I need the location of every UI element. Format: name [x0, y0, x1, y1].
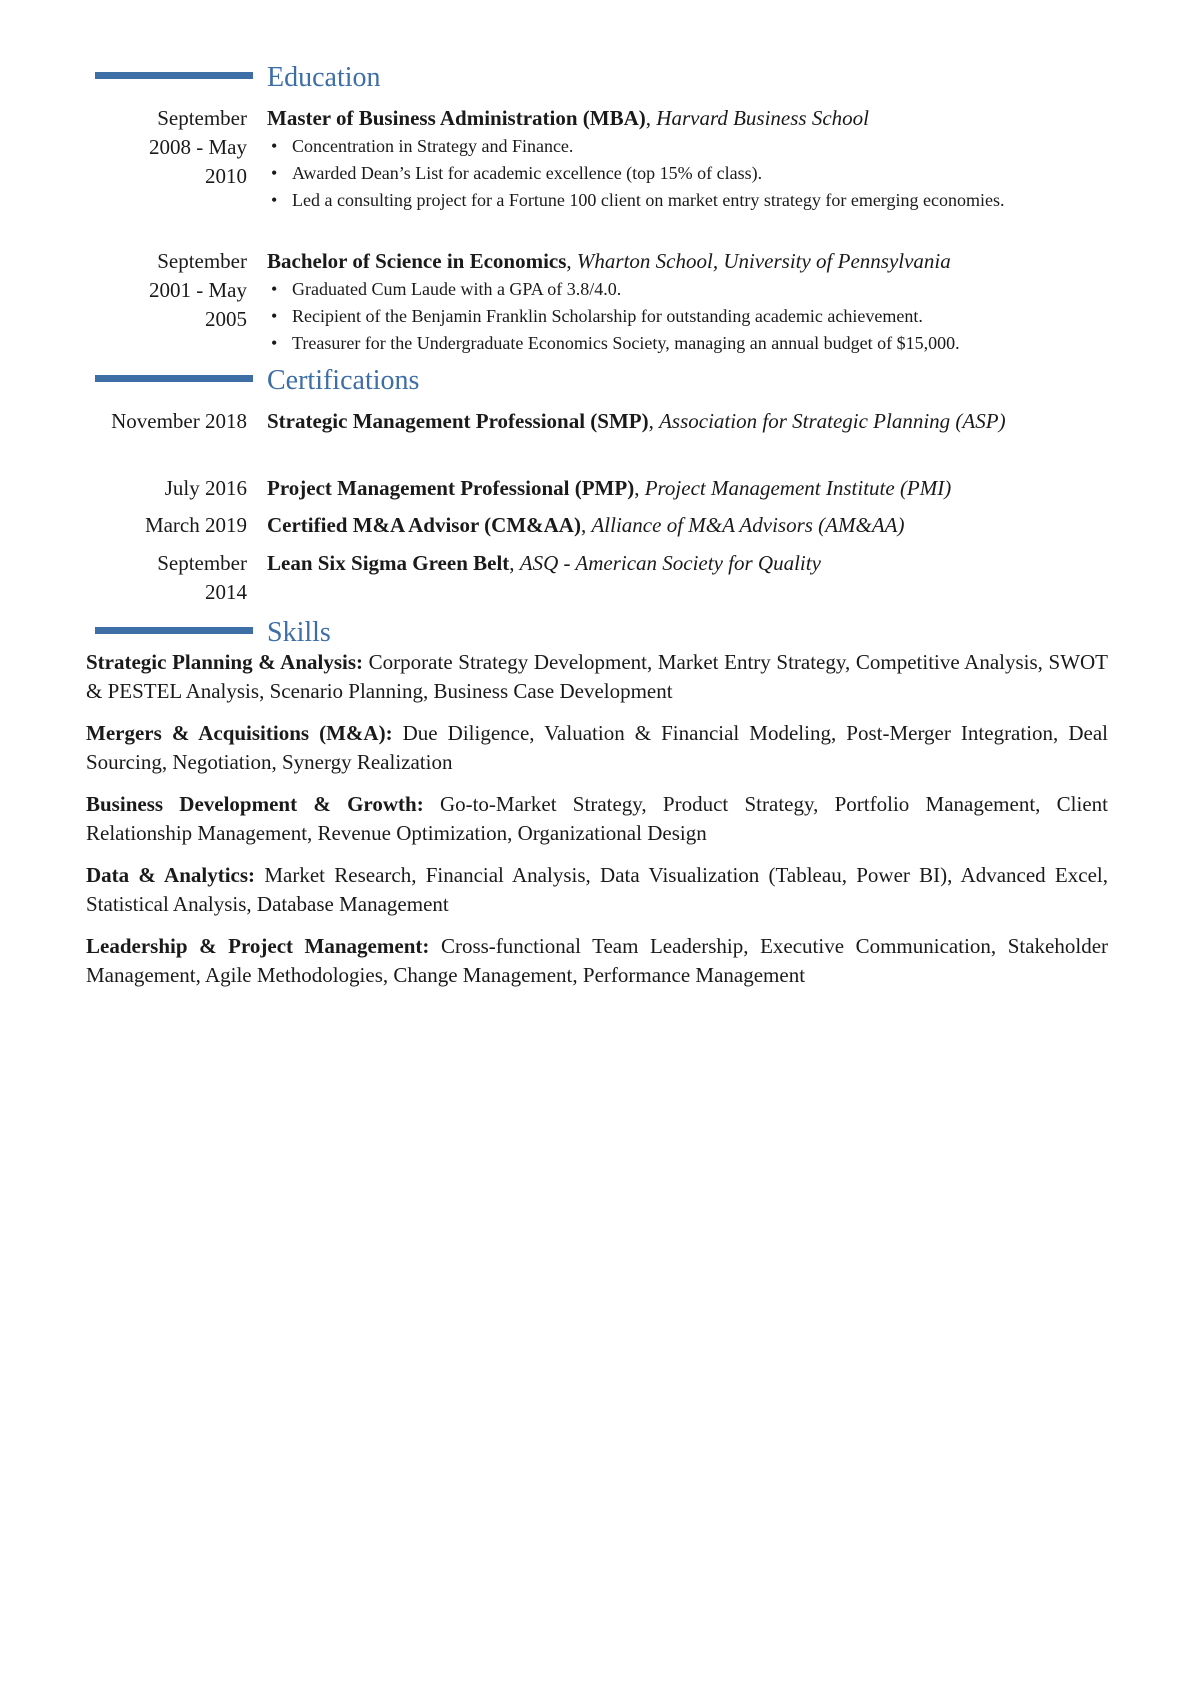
- section-bar: [95, 72, 253, 79]
- institution: Harvard Business School: [656, 106, 869, 130]
- skill-category: Business Development & Growth:: [86, 792, 424, 816]
- skill-category: Mergers & Acquisitions (M&A):: [86, 721, 393, 745]
- bullet-list: [267, 133, 1107, 214]
- degree: Bachelor of Science in Economics: [267, 249, 567, 273]
- institution: Wharton School, University of Pennsylvania: [576, 249, 951, 273]
- entry-date: September 2001 - May 2005: [149, 249, 247, 331]
- cert-issuer: Association for Strategic Planning (ASP): [659, 409, 1006, 433]
- entry-content: [267, 247, 1107, 357]
- section-title: Education: [267, 62, 381, 93]
- entry-date: November 2018: [111, 409, 247, 433]
- cert-name: Certified M&A Advisor (CM&AA): [267, 513, 581, 537]
- degree: Master of Business Administration (MBA): [267, 106, 646, 130]
- entry-date: September 2008 - May 2010: [149, 106, 247, 188]
- entry-date: September 2014: [157, 551, 247, 604]
- cert-name: Lean Six Sigma Green Belt: [267, 551, 510, 575]
- entry-headline: Project Management Professional (PMP), Project Management Institute (PMI): [267, 476, 952, 500]
- entry-headline: Certified M&A Advisor (CM&AA), Alliance of M&A Advisors (AM&AA): [267, 513, 905, 537]
- skill-items: Market Research, Financial Analysis, Data Visualization (Tableau, Power BI), Advanced Excel, Statistical Analysis, Database Management: [86, 863, 1108, 916]
- entry-headline: Master of Business Administration (MBA), Harvard Business School: [267, 106, 869, 130]
- entry-content: [267, 407, 1107, 436]
- skill-category: Leadership & Project Management:: [86, 934, 430, 958]
- bullet-list: [267, 276, 1107, 357]
- section-header-skills: [95, 617, 1095, 649]
- skill-category: Data & Analytics:: [86, 863, 256, 887]
- cert-name: Project Management Professional (PMP): [267, 476, 635, 500]
- cert-issuer: ASQ - American Society for Quality: [519, 551, 821, 575]
- skill-category: Strategic Planning & Analysis:: [86, 650, 364, 674]
- entry-date: March 2019: [144, 513, 247, 537]
- entry-headline: Strategic Management Professional (SMP), Association for Strategic Planning (ASP): [267, 409, 1006, 433]
- list-item: • Concentration in Strategy and Finance.: [267, 133, 1107, 160]
- list-item: • Treasurer for the Undergraduate Economics Society, managing an annual budget of $15,000.: [267, 330, 1107, 357]
- skill-items: Due Diligence, Valuation & Financial Modeling, Post-Merger Integration, Deal Sourcing, Negotiation, Synergy Realization: [86, 721, 1108, 774]
- cert-issuer: Project Management Institute (PMI): [644, 476, 952, 500]
- skill-items: Corporate Strategy Development, Market Entry Strategy, Competitive Analysis, SWOT & PESTEL Analysis, Scenario Planning, Business Case Development: [86, 650, 1109, 703]
- skill-group: [86, 648, 1108, 706]
- section-header-certifications: [95, 365, 1095, 397]
- skill-group: [86, 932, 1108, 990]
- skill-items: Go-to-Market Strategy, Product Strategy, Portfolio Management, Client Relationship Management, Revenue Optimization, Organizational Design: [86, 792, 1108, 845]
- entry-headline: Bachelor of Science in Economics, Wharton School, University of Pennsylvania: [267, 249, 951, 273]
- section-bar: [95, 375, 253, 382]
- section-header-education: [95, 62, 1095, 94]
- skill-group: [86, 790, 1108, 848]
- list-item: • Graduated Cum Laude with a GPA of 3.8/4.0.: [267, 276, 1107, 303]
- skill-group: [86, 719, 1108, 777]
- cert-issuer: Alliance of M&A Advisors (AM&AA): [591, 513, 905, 537]
- entry-content: [267, 549, 1107, 578]
- entry-date: July 2016: [164, 476, 247, 500]
- list-item: • Recipient of the Benjamin Franklin Scholarship for outstanding academic achievement.: [267, 303, 1107, 330]
- entry-headline: Lean Six Sigma Green Belt, ASQ - American Society for Quality: [267, 551, 821, 575]
- cert-name: Strategic Management Professional (SMP): [267, 409, 649, 433]
- section-title: Certifications: [267, 365, 420, 396]
- skill-group: [86, 861, 1108, 919]
- entry-content: [267, 104, 1107, 214]
- section-title: Skills: [267, 617, 331, 648]
- list-item: • Led a consulting project for a Fortune 100 client on market entry strategy for emerging economies.: [267, 187, 1107, 214]
- section-bar: [95, 627, 253, 634]
- entry-content: [267, 474, 1147, 503]
- list-item: • Awarded Dean’s List for academic excellence (top 15% of class).: [267, 160, 1107, 187]
- skill-items: Cross-functional Team Leadership, Executive Communication, Stakeholder Management, Agile Methodologies, Change Management, Performance Management: [86, 934, 1109, 987]
- entry-content: [267, 511, 1107, 540]
